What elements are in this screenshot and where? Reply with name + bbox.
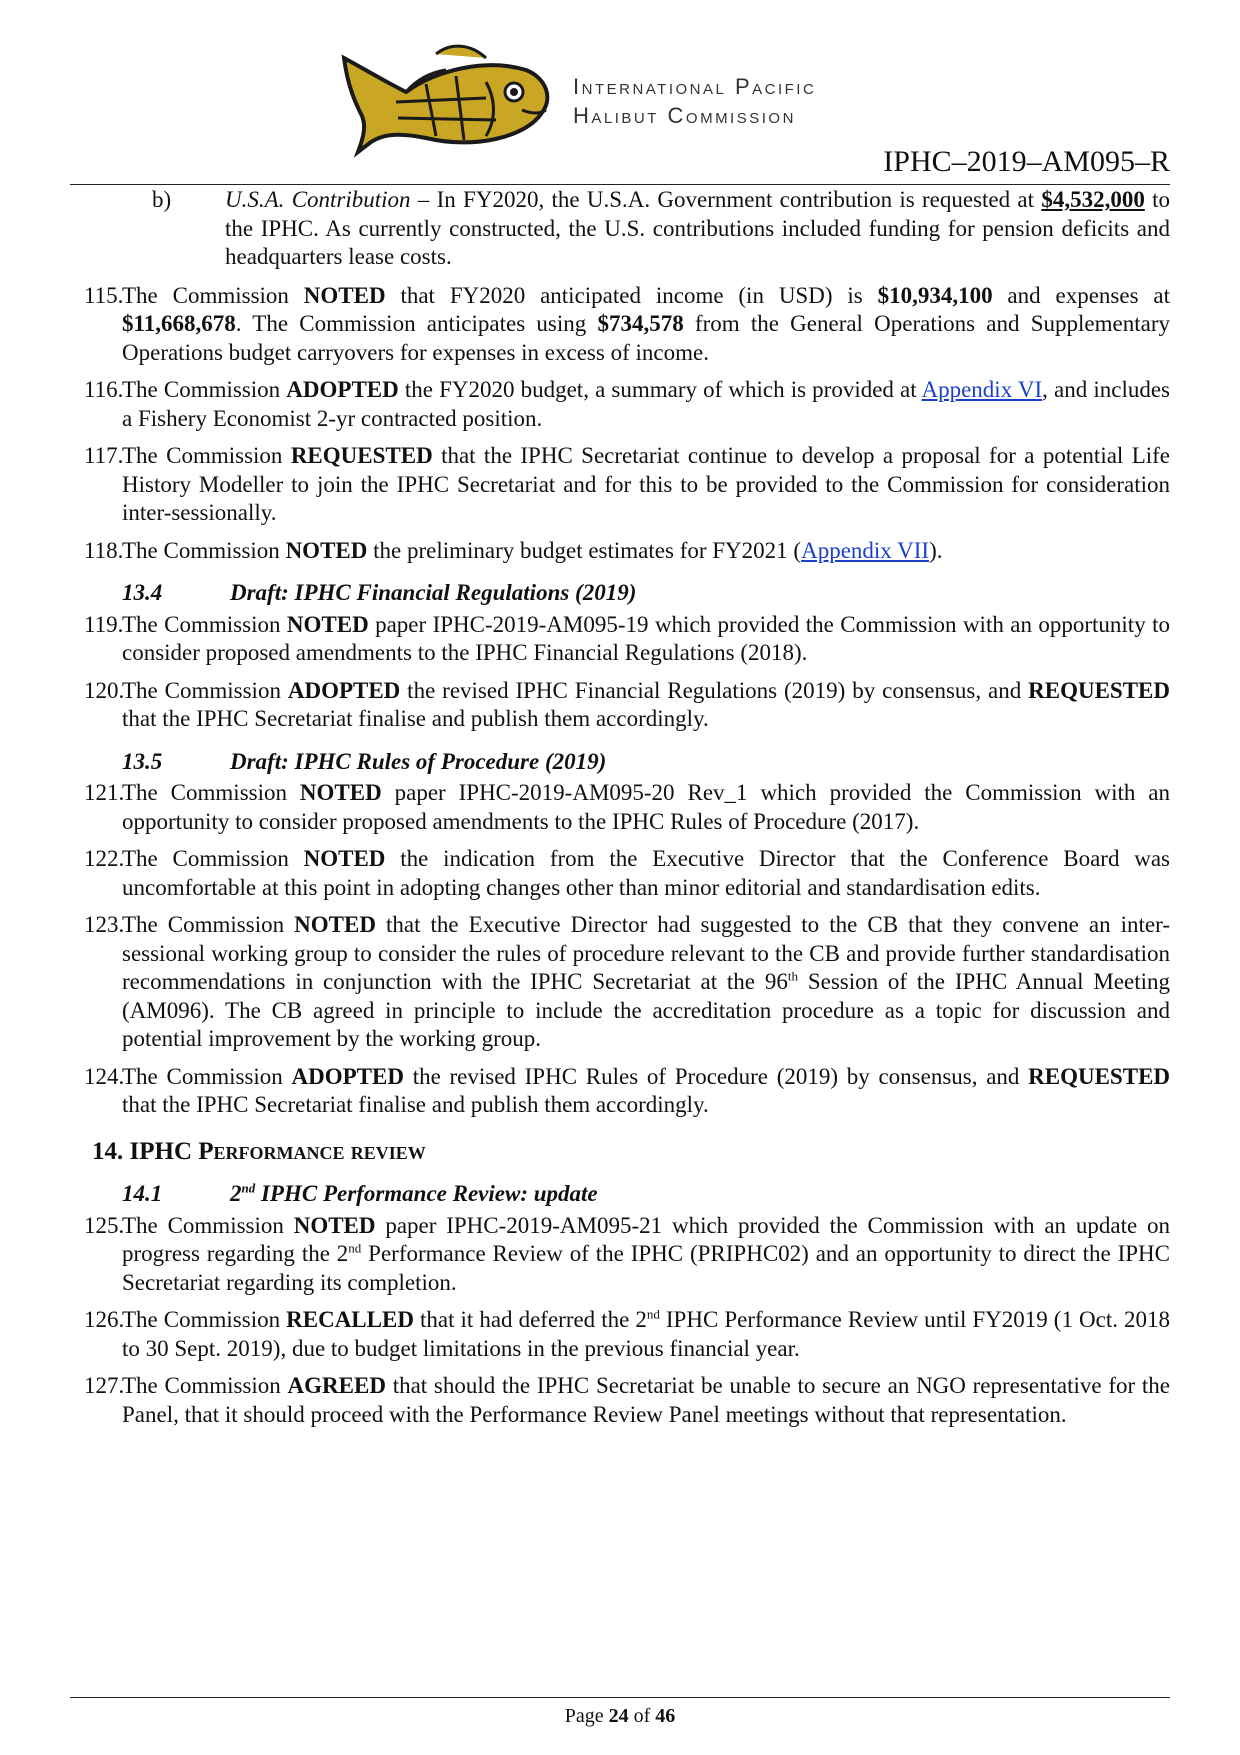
paragraph-121: 121. The Commission NOTED paper IPHC-2019-AM095-20 Rev_1 which provided the Commission with an opportunity to consider proposed amendments to the IPHC Rules of Procedure (2017).: [84, 780, 1171, 834]
paragraph-number: 122.: [84, 846, 125, 871]
page-footer: Page 24 of 46: [564, 1705, 676, 1727]
paragraph-124: 124. The Commission ADOPTED the revised IPHC Rules of Procedure (2019) by consensus, and REQUESTED that the IPHC Secretariat finalise and publish them accordingly.: [84, 1063, 1171, 1117]
paragraph-number: 124.: [84, 1063, 125, 1089]
paragraph-number: 115.: [84, 282, 124, 308]
page-number: 24: [608, 1705, 629, 1727]
list-item-b: b) U.S.A. Contribution – In FY2020, the U.S.A. Government contribution is requested at $4,532,000 to the IPHC. As currently constructed, the U.S. contributions included funding for pension deficits and headquarters lease costs.: [152, 187, 1170, 269]
paragraph-118: 118. The Commission NOTED the preliminary budget estimates for FY2021 (Appendix VII).: [70, 537, 1170, 566]
paragraph-115: 115. The Commission NOTED that FY2020 anticipated income (in USD) is $10,934,100 and expenses at $11,668,678. The Commission anticipates using $734,578 from the General Operations and Supplementary Operations budget carryovers for expenses in excess of income.: [84, 282, 1170, 365]
page-total: 46: [655, 1705, 676, 1727]
paragraph-126: 126. The Commission RECALLED that it had deferred the 2nd IPHC Performance Review until FY2019 (1 Oct. 2018 to 30 Sept. 2019), due to budget limitations in the previous financial year.: [84, 1306, 1170, 1361]
paragraph-number: 121.: [84, 780, 125, 805]
paragraph-127: 127. The Commission AGREED that should the IPHC Secretariat be unable to secure an NGO representative for the Panel, that it should proceed with the Performance Review Panel meetings without that representation.: [84, 1373, 1171, 1427]
footer-divider: [70, 1697, 1170, 1698]
appendix-vii-link[interactable]: Appendix VII: [801, 537, 930, 563]
paragraph-123: 123. The Commission NOTED that the Executive Director had suggested to the CB that they convene an inter-sessional working group to consider the rules of procedure relevant to the CB and provide further standardisation recommendations in conjunction with the IPHC Secretariat at the 96th Session of the IPHC Annual Meeting (AM096). The CB agreed in principle to include the accreditation procedure as a topic for discussion and potential improvement by the working group.: [84, 912, 1170, 1051]
subsection-heading-13-4: 13.4 Draft: IPHC Financial Regulations (2019): [122, 580, 637, 605]
item-title: U.S.A. Contribution: [225, 187, 411, 212]
contribution-amount: $4,532,000: [1041, 187, 1145, 212]
paragraph-122: 122. The Commission NOTED the indication from the Executive Director that the Conference Board was uncomfortable at this point in adopting changes other than minor editorial and standardisation edits.: [84, 846, 1170, 900]
paragraph-number: 123.: [84, 912, 125, 937]
fish-body: [344, 58, 547, 152]
section-heading-14: 14. IPHC Performance review: [92, 1137, 426, 1165]
subsection-heading-13-5: 13.5 Draft: IPHC Rules of Procedure (2019): [122, 748, 607, 774]
paragraph-number: 116.: [84, 377, 124, 402]
paragraph-125: 125. The Commission NOTED paper IPHC-2019-AM095-21 which provided the Commission with an update on progress regarding the 2nd Performance Review of the IPHC (PRIPHC02) and an opportunity to direct the IPHC Secretariat regarding its completion.: [84, 1212, 1170, 1295]
paragraph-119: 119. The Commission NOTED paper IPHC-2019-AM095-19 which provided the Commission with an opportunity to consider proposed amendments to the IPHC Financial Regulations (2018).: [84, 611, 1171, 665]
paragraph-number: 117.: [84, 443, 124, 468]
header-divider: [70, 184, 1170, 185]
item-label: b): [152, 187, 172, 212]
iphc-fish-logo: [336, 40, 558, 160]
paragraph-117: 117. The Commission REQUESTED that the IPHC Secretariat continue to develop a proposal for a potential Life History Modeller to join the IPHC Secretariat and for this to be provided to the Commission for consideration inter-sessionally.: [84, 443, 1170, 525]
paragraph-number: 120.: [84, 677, 125, 703]
paragraph-120: 120. The Commission ADOPTED the revised IPHC Financial Regulations (2019) by consensus, and REQUESTED that the IPHC Secretariat finalise and publish them accordingly.: [84, 677, 1170, 731]
paragraph-number: 126.: [84, 1307, 125, 1332]
org-line-1: International Pacific: [573, 74, 817, 99]
document-id: IPHC–2019–AM095–R: [883, 145, 1170, 178]
paragraph-116: 116. The Commission ADOPTED the FY2020 budget, a summary of which is provided at Appendix VI, and includes a Fishery Economist 2-yr contracted position.: [84, 377, 1171, 431]
paragraph-number: 125.: [84, 1212, 125, 1238]
paragraph-number: 119.: [84, 611, 124, 637]
paragraph-number: 127.: [84, 1373, 125, 1398]
organization-name: [573, 72, 816, 130]
paragraph-number: 118.: [84, 537, 124, 563]
document-body: [70, 186, 1170, 1438]
org-line-2: Halibut Commission: [573, 103, 796, 128]
subsection-heading-14-1: 14.1 2nd IPHC Performance Review: update: [122, 1180, 598, 1206]
appendix-vi-link[interactable]: Appendix VI: [921, 377, 1043, 402]
